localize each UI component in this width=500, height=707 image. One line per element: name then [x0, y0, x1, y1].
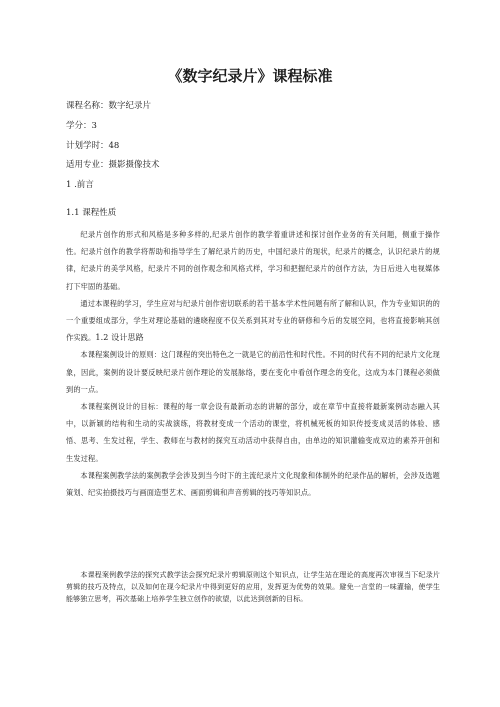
- paragraph-2: [66, 295, 440, 347]
- body-block-2: [66, 570, 440, 605]
- course-meta: [66, 97, 446, 176]
- document-title: 《数字纪录片》课程标准: [167, 67, 333, 85]
- section-heading-design: 1.2 设计思路: [95, 333, 144, 343]
- meta-hours: 计划学时：48: [66, 140, 120, 151]
- section-heading-course-nature: 1.1 课程性质: [66, 208, 117, 218]
- meta-credits: 学分：3: [66, 120, 97, 131]
- paragraph-3: 本课程案例设计的原则：这门课程的突出特色之一就是它的前沿性和时代性。不同的时代有不同的纪录片文化现象，因此，案例的设计要反映纪录片创作理论的发展脉络，要在变化中看创作理念的变化，这成为本门课程必须做到的一点。: [66, 350, 440, 394]
- paragraph-6: 本课程案例教学法的探究式教学法会探究纪录片剪辑原则这个知识点，让学生站在理论的高度再次审视当下纪录片剪辑的技巧及特点，以及如何在现今纪录片中得到更好的应用，发挥更为优势的效果。避免一言堂的一味灌输，使学生能够独立思考，再次基础上培养学生独立创作的欲望，以此达到创新的目标。: [66, 571, 440, 603]
- paragraph-4: 本课程案例设计的目标：课程的每一章会设有最新动态的讲解的部分，或在章节中直接将最新案例动态融入其中，以新颖的结构和生动的实战演练，将教材变成一个活动的课堂，将机械死板的知识传授变成灵活的体验、感悟、思考、生发过程，学生、教师在与教材的探究互动活动中获得自由，由单边的知识灌输变成双边的素养开创和生发过程。: [66, 402, 440, 463]
- body-block-1: [66, 226, 440, 501]
- paragraph-5: 本课程案例教学法的案例教学会涉及到当今时下的主流纪录片文化现象和体制外的纪录作品的解析，会涉及选题策划、纪实拍摄技巧与画面造型艺术、画面剪辑和声音剪辑的技巧等知识点。: [66, 470, 440, 498]
- meta-major: 适用专业：摄影摄像技术: [66, 160, 160, 171]
- meta-course-name: 课程名称：数字纪录片: [66, 101, 152, 111]
- paragraph-2-text: 通过本课程的学习，学生应对与纪录片创作密切联系的若干基本学术性问题有所了解和认识，作为专业知识的的一个重要组成部分，学生对理论基础的遴晓程度不仅关系到其对专业的研修和今后的发展空间，也将直接影响其创作实践。: [66, 298, 440, 343]
- section-heading-preface: 1 .前言: [66, 180, 94, 190]
- paragraph-1: 纪录片创作的形式和风格是多种多样的,纪录片创作的教学着重讲述和探讨创作业务的有关问题，侧重于操作性。纪录片创作的教学将帮助和指导学生了解纪录片的历史，中国纪录片的现状，纪录片的概念，认识纪录片的规律，纪录片的美学风格，纪录片不同的创作观念和风格式样，学习和把握纪录片的创作方法，为日后进入电视媒体打下牢固的基础。: [66, 230, 440, 291]
